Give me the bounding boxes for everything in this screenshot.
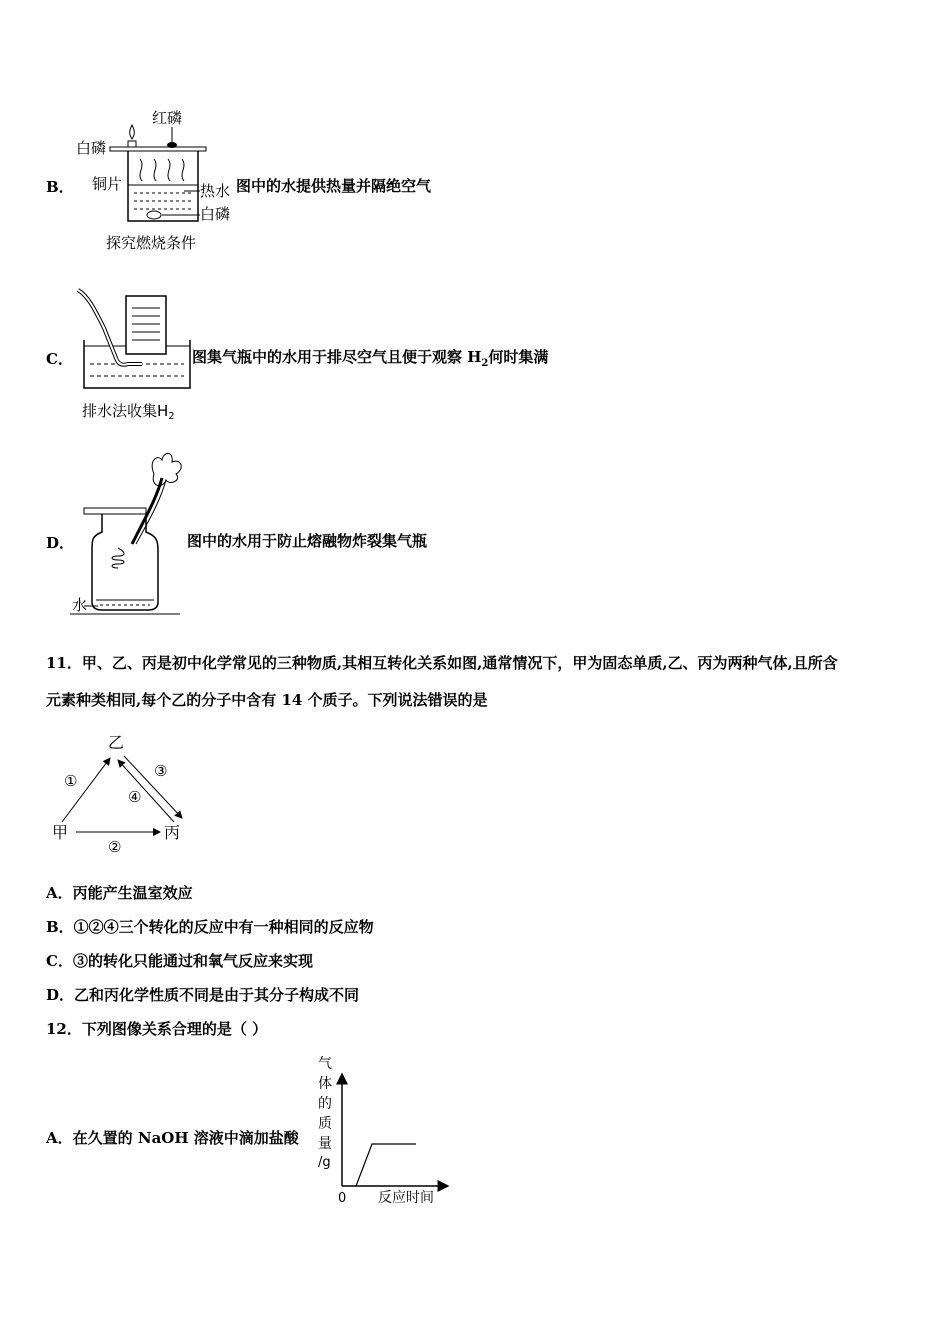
q11-option-c: C．③的转化只能通过和氧气反应来实现 xyxy=(46,952,313,970)
q12-option-a-text: A．在久置的 NaOH 溶液中滴加盐酸 xyxy=(46,1129,299,1147)
water-displacement-figure xyxy=(74,288,198,428)
q11-stem-line1: 11．甲、乙、丙是初中化学常见的三种物质,其相互转化关系如图,通常情况下，甲为固态单质,乙、丙为两种气体,且所含 xyxy=(46,654,838,672)
q11-option-d: D．乙和丙化学性质不同是由于其分子构成不同 xyxy=(46,986,360,1004)
x-axis-label: 反应时间 xyxy=(378,1190,434,1206)
fig-label-hot-water: 热水 xyxy=(200,182,231,200)
gas-mass-curve xyxy=(356,1144,416,1186)
q11-option-a: A．丙能产生温室效应 xyxy=(46,884,193,902)
y-axis-char-3: 的 xyxy=(318,1096,332,1112)
q12-stem: 12．下列图像关系合理的是（ ） xyxy=(46,1020,268,1038)
node-jia: 甲 xyxy=(52,823,69,842)
y-axis-char-4: 质 xyxy=(318,1116,332,1132)
y-axis-char-2: 体 xyxy=(318,1076,332,1092)
option-b-text: 图中的水提供热量并隔绝空气 xyxy=(236,177,432,195)
option-d-text: 图中的水用于防止熔融物炸裂集气瓶 xyxy=(187,532,428,550)
fig-label-copper: 铜片 xyxy=(92,175,123,193)
q11-stem-line2: 元素种类相同,每个乙的分子中含有 14 个质子。下列说法错误的是 xyxy=(46,691,488,709)
node-bing: 丙 xyxy=(164,823,181,842)
conversion-diagram xyxy=(48,726,198,858)
reaction-2-label: ② xyxy=(108,838,122,856)
node-yi: 乙 xyxy=(108,733,125,752)
fig-label-white-phosphorus-top: 白磷 xyxy=(76,139,107,157)
fig-caption-combustion: 探究燃烧条件 xyxy=(106,234,197,252)
fig-label-white-phosphorus-bottom: 白磷 xyxy=(200,205,231,223)
origin-label: 0 xyxy=(338,1191,347,1206)
y-axis-char-5: 量 xyxy=(318,1136,332,1152)
reaction-1-label: ① xyxy=(64,772,78,790)
reaction-4-label: ④ xyxy=(128,788,142,806)
fig-caption-h2-collection: 排水法收集$H_2$ xyxy=(82,402,175,422)
combustion-experiment-figure xyxy=(70,103,240,255)
fig-label-red-phosphorus: 红磷 xyxy=(152,109,183,127)
option-b-letter: B． xyxy=(46,178,74,196)
reaction-3-label: ③ xyxy=(154,762,168,780)
y-axis-char-6: /g xyxy=(318,1155,331,1170)
option-c-text: 图集气瓶中的水用于排尽空气且便于观察 $H_2$何时集满 xyxy=(192,348,549,369)
gas-mass-graph xyxy=(310,1052,460,1212)
fig-label-water: 水 xyxy=(72,596,88,614)
y-axis-char-1: 气 xyxy=(318,1056,332,1072)
option-d-letter: D． xyxy=(46,534,75,552)
iron-burning-figure xyxy=(70,440,194,624)
q11-option-b: B．①②④三个转化的反应中有一种相同的反应物 xyxy=(46,918,374,936)
option-c-letter: C． xyxy=(46,350,73,368)
